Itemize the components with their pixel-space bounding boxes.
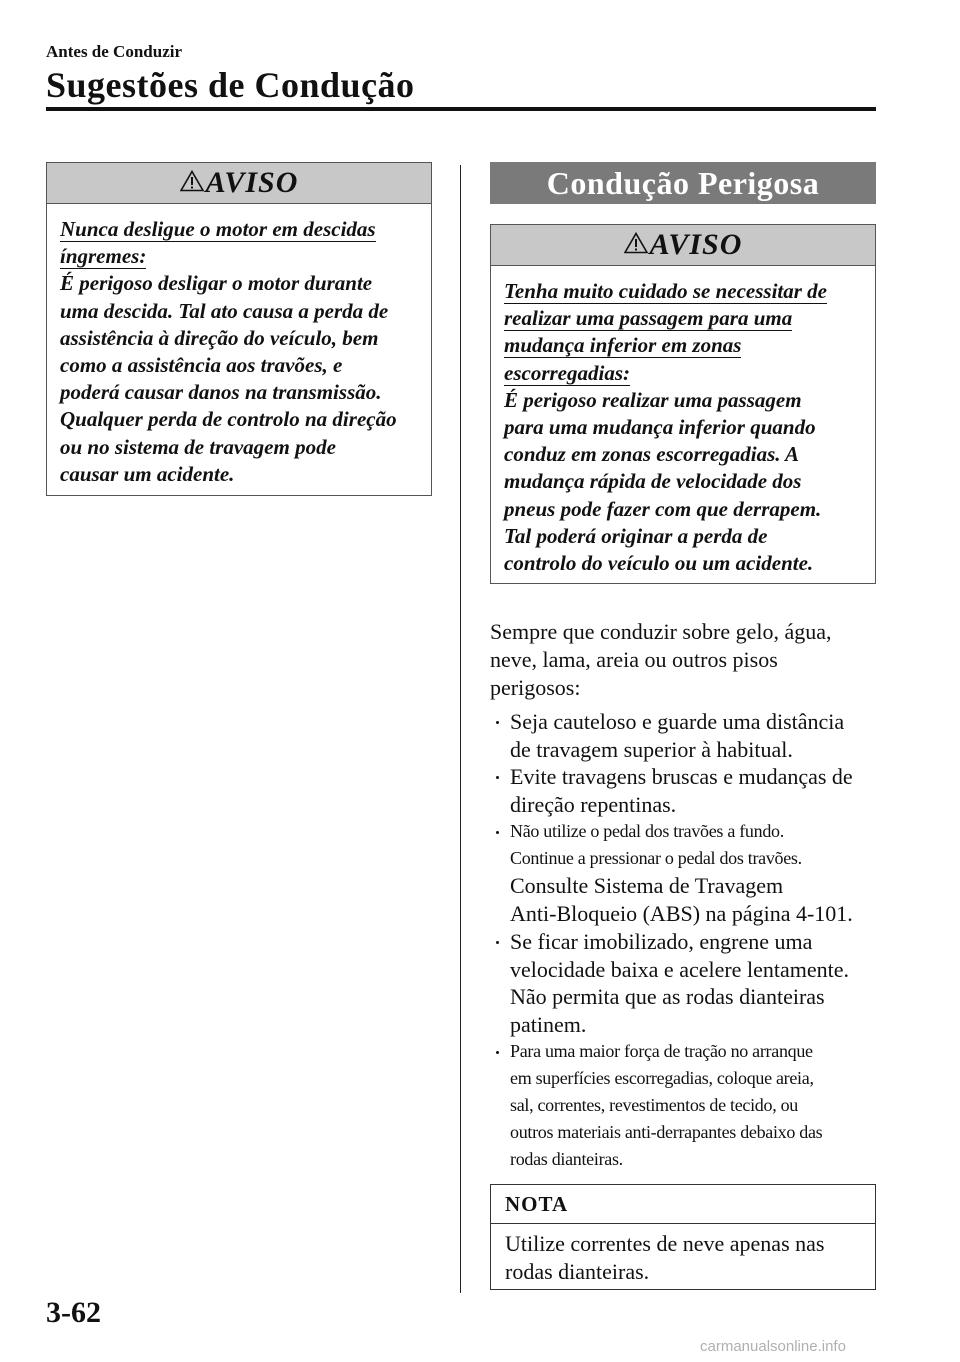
bullet-list [490, 708, 876, 1173]
warning-text-line: mudança rápida de velocidade dos [504, 469, 802, 494]
warning-body [47, 204, 431, 500]
warning-text-line: Qualquer perda de controlo na direção [60, 407, 397, 432]
watermark: carmanualsonline.info [700, 1338, 846, 1355]
section-title-banner: Condução Perigosa [490, 162, 876, 204]
bullet-line: direção repentinas. [510, 791, 677, 817]
intro-line: perigosos: [490, 675, 581, 700]
warning-heading-line: mudança inferior em zonas [504, 333, 742, 358]
intro-paragraph [490, 618, 870, 702]
bullet-line: Se ficar imobilizado, engrene uma [510, 929, 813, 954]
bullet-line: em superfícies escorregadias, coloque areia, [510, 1068, 814, 1088]
warning-text-line: como a assistência aos travões, e [60, 353, 343, 378]
warning-title: AVISO [649, 228, 743, 261]
warning-text-line: causar um acidente. [60, 461, 235, 486]
warning-triangle-icon [180, 170, 204, 192]
bullet-line: Não permita que as rodas dianteiras [510, 984, 825, 1009]
warning-text-line: É perigoso desligar o motor durante [60, 271, 373, 296]
bullet-item [490, 763, 876, 818]
warning-text-line: poderá causar danos na transmissão. [60, 380, 382, 405]
note-line: rodas dianteiras. [505, 1259, 650, 1284]
bullet-line: de travagem superior à habitual. [510, 736, 793, 762]
bullet-line: patinem. [510, 1011, 587, 1037]
intro-line: neve, lama, areia ou outros pisos [490, 647, 778, 672]
page-number: 3-62 [46, 1296, 101, 1329]
note-title: NOTA [491, 1185, 875, 1224]
bullet-line: Para uma maior força de tração no arranque [510, 1041, 813, 1061]
bullet-line: velocidade baixa e acelere lentamente. [510, 956, 849, 982]
warning-text-line: para uma mudança inferior quando [504, 415, 816, 440]
warning-heading-line: realizar uma passagem para uma [504, 306, 793, 331]
warning-text-line: É perigoso realizar uma passagem [504, 387, 802, 412]
note-line: Utilize correntes de neve apenas nas [505, 1231, 825, 1256]
intro-line: Sempre que conduzir sobre gelo, água, [490, 619, 832, 644]
bullet-line: Evite travagens bruscas e mudanças de [510, 764, 853, 789]
note-box [490, 1184, 876, 1290]
warning-text-line: ou no sistema de travagem pode [60, 434, 336, 459]
warning-heading-line: íngremes: [60, 244, 147, 269]
section-label: Antes de Conduzir [46, 42, 183, 61]
bullet-item [490, 1038, 876, 1173]
warning-title: AVISO [205, 166, 299, 199]
warning-text-line: pneus pode fazer com que derrapem. [504, 496, 822, 521]
warning-text-line: conduz em zonas escorregadias. A [504, 442, 799, 467]
warning-text-line: controlo do veículo ou um acidente. [504, 551, 814, 576]
note-body [491, 1224, 875, 1292]
warning-text-line: assistência à direção do veículo, bem [60, 325, 379, 350]
bullet-item [490, 928, 876, 1038]
warning-header [491, 225, 875, 266]
warning-text-line: uma descida. Tal ato causa a perda de [60, 298, 389, 323]
bullet-line: Consulte Sistema de Travagem [510, 873, 784, 898]
warning-text-line: Tal poderá originar a perda de [504, 523, 768, 548]
warning-body [491, 266, 875, 589]
bullet-line: outros materiais anti-derrapantes debaixo das [510, 1122, 823, 1142]
bullet-item [490, 818, 876, 928]
bullet-line: Seja cauteloso e guarde uma distância [510, 709, 845, 734]
warning-heading-line: escorregadias: [504, 360, 630, 385]
column-divider [460, 165, 461, 1293]
warning-heading-line: Tenha muito cuidado se necessitar de [504, 279, 827, 303]
bullet-line: Continue a pressionar o pedal dos travões. [510, 848, 802, 868]
warning-header [47, 163, 431, 204]
bullet-line: sal, correntes, revestimentos de tecido, ou [510, 1095, 799, 1115]
warning-heading-line: Nunca desligue o motor em descidas [60, 217, 376, 241]
bullet-line: Não utilize o pedal dos travões a fundo. [510, 821, 784, 841]
warning-triangle-icon [624, 232, 648, 254]
warning-box-engine-off [46, 162, 432, 496]
warning-box-slippery-downshift [490, 224, 876, 584]
header-rule [46, 107, 876, 111]
bullet-line: Anti-Bloqueio (ABS) na página 4-101. [510, 901, 853, 926]
bullet-line: rodas dianteiras. [510, 1149, 623, 1169]
bullet-item [490, 708, 876, 763]
page-title: Sugestões de Condução [46, 65, 415, 105]
